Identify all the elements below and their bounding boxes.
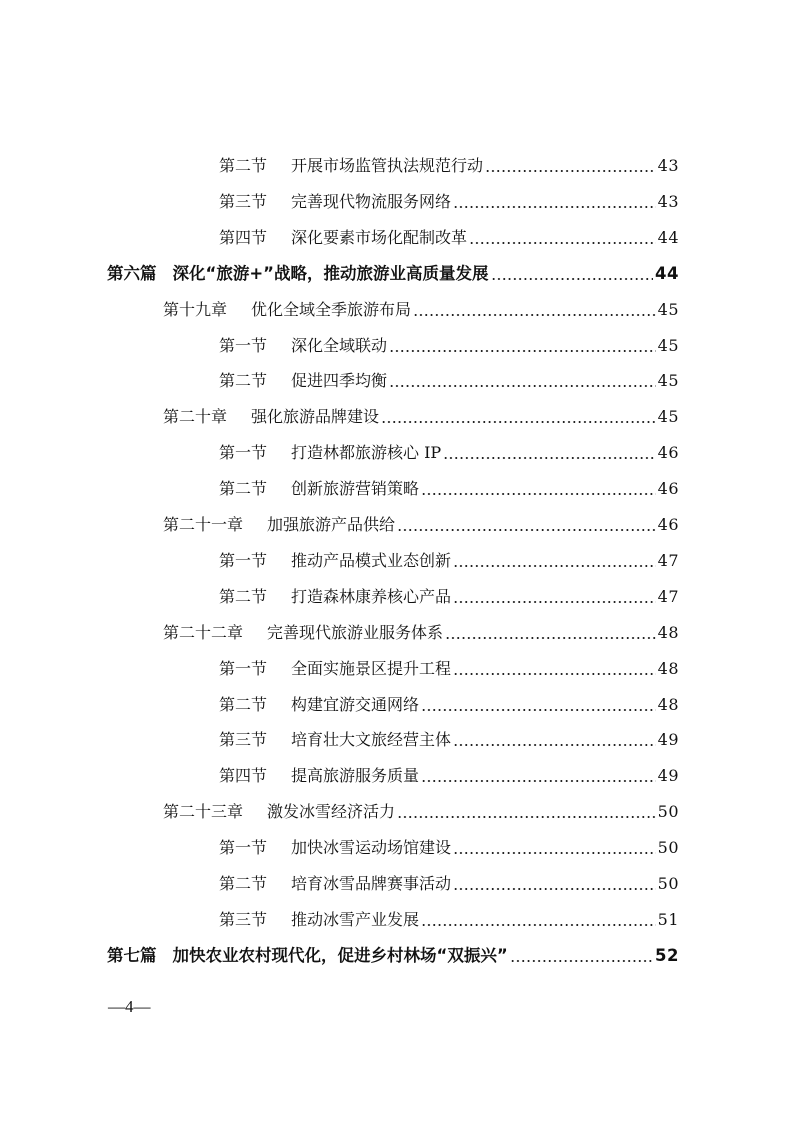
toc-page-number: 50 bbox=[657, 838, 679, 858]
toc-chapter-entry[interactable] bbox=[163, 505, 679, 535]
toc-chapter-entry[interactable] bbox=[163, 290, 679, 320]
toc-entry-title: 完善现代旅游业服务体系 bbox=[267, 622, 444, 642]
toc-entry-label: 第十九章 bbox=[163, 299, 228, 319]
toc-dot-leader bbox=[397, 815, 656, 819]
toc-page-number: 46 bbox=[657, 443, 679, 463]
toc-page-number: 43 bbox=[657, 191, 679, 211]
toc-entry-title: 打造林都旅游核心 IP bbox=[291, 443, 442, 463]
toc-entry-label: 第四节 bbox=[219, 766, 268, 786]
toc-entry-title: 加强旅游产品供给 bbox=[267, 515, 396, 534]
toc-entry-label: 第四节 bbox=[219, 227, 268, 247]
page-number: —4— bbox=[108, 997, 151, 1016]
toc-entry-label: 第三节 bbox=[219, 730, 268, 750]
toc-entry-label: 第二节 bbox=[219, 371, 268, 391]
toc-entry-label: 第一节 bbox=[219, 838, 268, 858]
toc-page-number: 46 bbox=[657, 479, 679, 499]
toc-section-entry[interactable] bbox=[219, 685, 679, 715]
toc-entry-label: 第三节 bbox=[219, 909, 268, 929]
toc-page-number: 48 bbox=[657, 694, 679, 714]
toc-dot-leader bbox=[413, 313, 656, 317]
toc-entry-label: 第二节 bbox=[219, 156, 268, 175]
toc-entry-title: 加快农业农村现代化，促进乡村林场“双振兴” bbox=[172, 945, 508, 965]
toc-entry-title: 深化全域联动 bbox=[291, 335, 388, 355]
toc-entry-label: 第七篇 bbox=[107, 945, 157, 965]
toc-entry-title: 全面实施景区提升工程 bbox=[291, 658, 452, 678]
toc-dot-leader bbox=[491, 277, 654, 281]
toc-page-number: 48 bbox=[657, 622, 679, 642]
toc-section-entry[interactable] bbox=[219, 218, 679, 248]
toc-section-entry[interactable] bbox=[219, 361, 679, 391]
toc-page-number: 50 bbox=[657, 802, 679, 822]
toc-entry-title: 深化要素市场化配制改革 bbox=[291, 227, 468, 247]
toc-page-number: 52 bbox=[655, 945, 679, 965]
toc-page-number: 45 bbox=[657, 299, 679, 319]
toc-section-entry[interactable] bbox=[219, 469, 679, 499]
toc-section-entry[interactable] bbox=[219, 541, 679, 571]
toc-section-entry[interactable] bbox=[219, 433, 679, 463]
toc-entry-title: 强化旅游品牌建设 bbox=[251, 407, 380, 427]
toc-page-number: 50 bbox=[657, 874, 679, 893]
toc-dot-leader bbox=[389, 384, 656, 388]
toc-dot-leader bbox=[421, 492, 656, 496]
toc-entry-label: 第二十三章 bbox=[163, 802, 244, 822]
toc-page-number: 45 bbox=[657, 335, 679, 355]
toc-entry-label: 第一节 bbox=[219, 335, 268, 355]
toc-page-number: 44 bbox=[655, 263, 679, 283]
toc-dot-leader bbox=[453, 600, 656, 604]
toc-page-number: 47 bbox=[657, 586, 679, 606]
toc-entry-label: 第三节 bbox=[219, 191, 268, 211]
toc-entry-title: 推动产品模式业态创新 bbox=[291, 550, 452, 570]
toc-entry-label: 第二十二章 bbox=[163, 622, 244, 642]
toc-entry-title: 完善现代物流服务网络 bbox=[291, 191, 452, 211]
toc-chapter-entry[interactable] bbox=[163, 792, 679, 822]
toc-section-entry[interactable] bbox=[219, 146, 679, 176]
toc-dot-leader bbox=[443, 456, 655, 460]
toc-part-entry[interactable] bbox=[107, 254, 679, 284]
toc-page-number: 46 bbox=[657, 515, 679, 534]
toc-section-entry[interactable] bbox=[219, 756, 679, 786]
toc-entry-title: 提高旅游服务质量 bbox=[291, 766, 420, 786]
toc-entry-title: 优化全域全季旅游布局 bbox=[251, 299, 412, 319]
toc-page-number: 49 bbox=[657, 730, 679, 750]
toc-dot-leader bbox=[453, 851, 656, 855]
toc-section-entry[interactable] bbox=[219, 864, 679, 894]
toc-section-entry[interactable] bbox=[219, 900, 679, 930]
toc-entry-label: 第一节 bbox=[219, 550, 268, 570]
toc-dot-leader bbox=[453, 887, 656, 891]
toc-entry-label: 第二十章 bbox=[163, 407, 228, 427]
toc-page-number: 51 bbox=[657, 909, 679, 929]
toc-dot-leader bbox=[453, 564, 656, 568]
toc-chapter-entry[interactable] bbox=[163, 613, 679, 643]
toc-dot-leader bbox=[453, 672, 656, 676]
toc-dot-leader bbox=[510, 959, 653, 963]
toc-entry-title: 构建宜游交通网络 bbox=[291, 694, 420, 714]
toc-entry-title: 打造森林康养核心产品 bbox=[291, 586, 452, 606]
toc-dot-leader bbox=[389, 349, 656, 353]
toc-dot-leader bbox=[397, 528, 656, 532]
toc-page-number: 45 bbox=[657, 371, 679, 391]
toc-entry-title: 促进四季均衡 bbox=[291, 371, 388, 391]
toc-entry-label: 第一节 bbox=[219, 443, 268, 463]
toc-entry-title: 开展市场监管执法规范行动 bbox=[291, 156, 484, 175]
toc-entry-label: 第二节 bbox=[219, 694, 268, 714]
toc-entry-label: 第六篇 bbox=[107, 263, 157, 283]
toc-entry-title: 加快冰雪运动场馆建设 bbox=[291, 838, 452, 858]
toc-page-number: 49 bbox=[657, 766, 679, 786]
toc-entry-title: 推动冰雪产业发展 bbox=[291, 909, 420, 929]
toc-part-entry[interactable] bbox=[107, 936, 679, 966]
toc-dot-leader bbox=[453, 743, 656, 747]
toc-dot-leader bbox=[469, 241, 656, 245]
toc-dot-leader bbox=[485, 169, 656, 173]
toc-entry-title: 培育冰雪品牌赛事活动 bbox=[291, 874, 452, 893]
toc-entry-label: 第二节 bbox=[219, 586, 268, 606]
toc-entry-title: 激发冰雪经济活力 bbox=[267, 802, 396, 822]
toc-section-entry[interactable] bbox=[219, 720, 679, 750]
toc-dot-leader bbox=[421, 779, 656, 783]
toc-entry-title: 培育壮大文旅经营主体 bbox=[291, 730, 452, 750]
toc-chapter-entry[interactable] bbox=[163, 397, 679, 427]
toc-page-number: 48 bbox=[657, 658, 679, 678]
toc-page-number: 44 bbox=[657, 227, 679, 247]
toc-section-entry[interactable] bbox=[219, 182, 679, 212]
toc-dot-leader bbox=[445, 636, 656, 640]
toc-entry-label: 第一节 bbox=[219, 658, 268, 678]
toc-dot-leader bbox=[381, 420, 656, 424]
toc-dot-leader bbox=[421, 923, 656, 927]
toc-page-number: 47 bbox=[657, 550, 679, 570]
toc-dot-leader bbox=[421, 708, 656, 712]
toc-entry-title: 深化“旅游+”战略，推动旅游业高质量发展 bbox=[172, 263, 489, 283]
toc-dot-leader bbox=[453, 205, 656, 209]
toc-section-entry[interactable] bbox=[219, 828, 679, 858]
toc-entry-label: 第二十一章 bbox=[163, 515, 244, 534]
toc-entry-title: 创新旅游营销策略 bbox=[291, 479, 420, 499]
toc-page-number: 43 bbox=[657, 156, 679, 175]
toc-entry-label: 第二节 bbox=[219, 874, 268, 893]
toc-section-entry[interactable] bbox=[219, 649, 679, 679]
toc-entry-label: 第二节 bbox=[219, 479, 268, 499]
toc-section-entry[interactable] bbox=[219, 577, 679, 607]
toc-section-entry[interactable] bbox=[219, 326, 679, 356]
toc-page-number: 45 bbox=[657, 407, 679, 427]
